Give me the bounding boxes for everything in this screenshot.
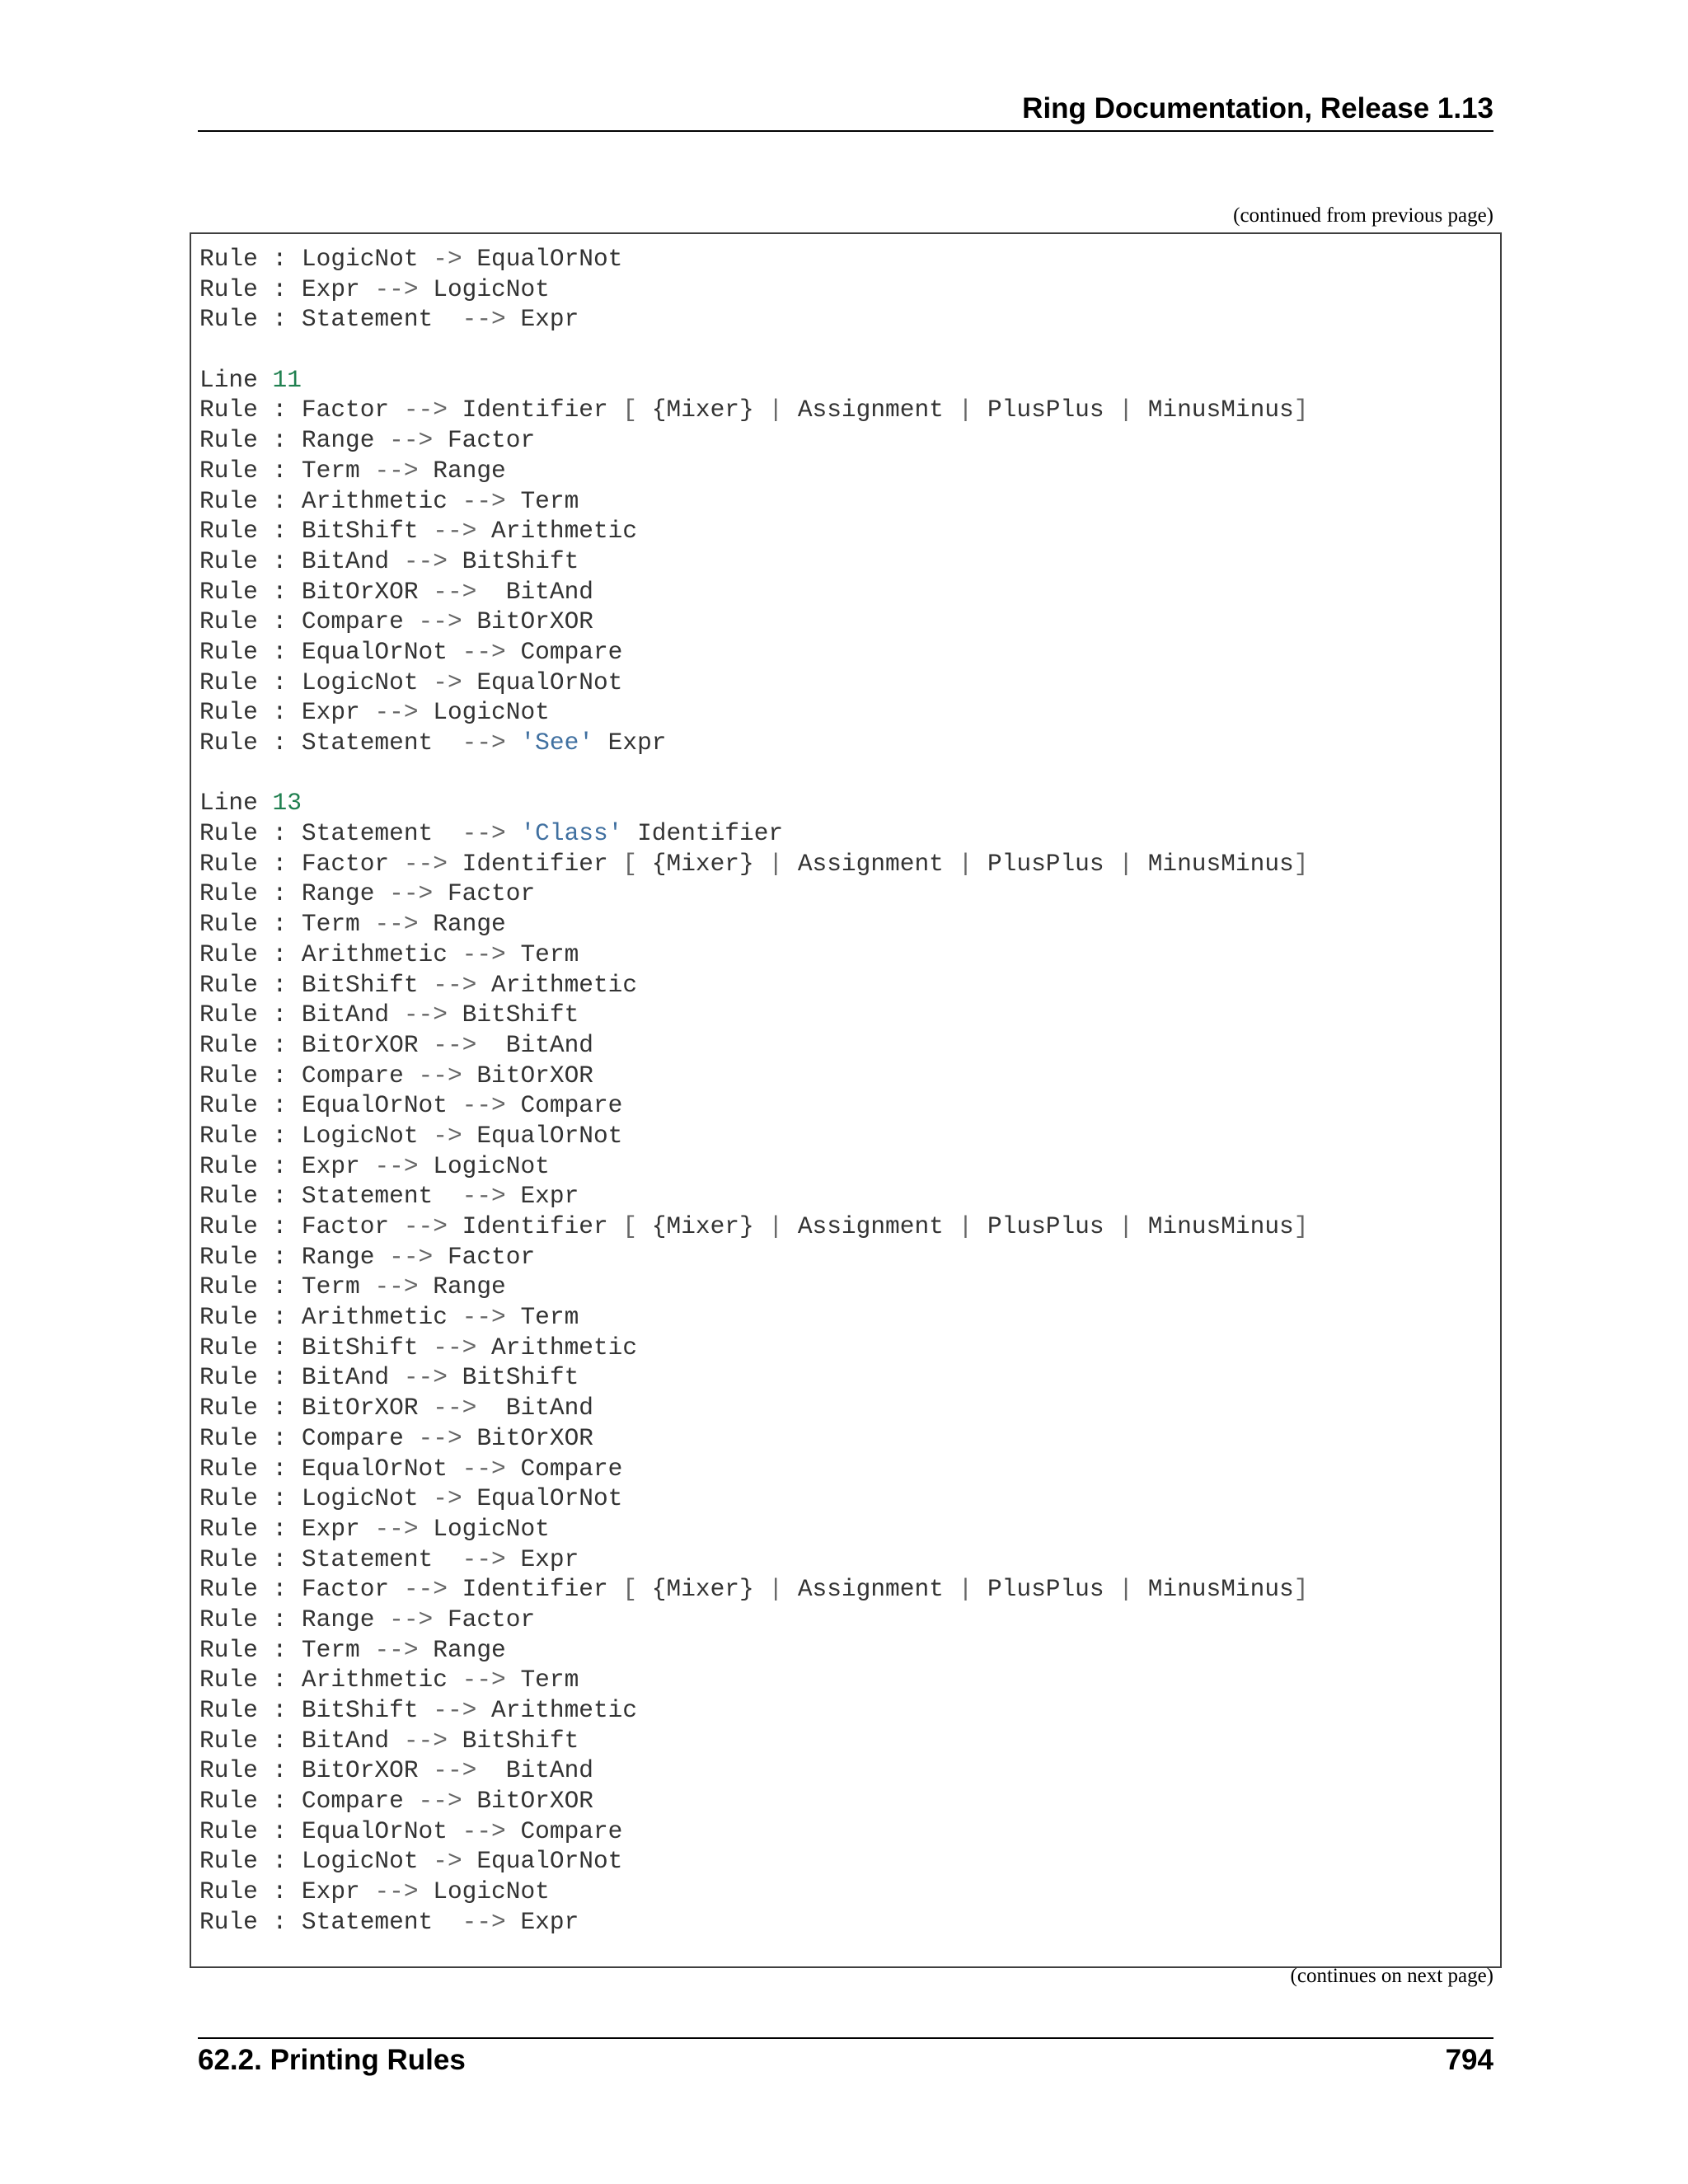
code-line: Rule : Compare --> BitOrXOR [199, 1787, 593, 1816]
code-line: Rule : Expr --> LogicNot [199, 698, 550, 727]
code-line: Rule : Statement --> 'See' Expr [199, 729, 667, 757]
code-line: Rule : LogicNot -> EqualOrNot [199, 1121, 623, 1150]
code-line: Rule : EqualOrNot --> Compare [199, 1816, 623, 1845]
code-line: Rule : Range --> Factor [199, 879, 536, 908]
header-divider [198, 130, 1493, 132]
code-listing [199, 244, 1308, 1938]
code-line: Rule : BitShift --> Arithmetic [199, 970, 638, 999]
code-line: Rule : BitOrXOR --> BitAnd [199, 1394, 593, 1422]
code-line: Rule : Statement --> Expr [199, 305, 579, 334]
code-line: Rule : Arithmetic --> Term [199, 940, 579, 968]
code-line: Rule : Compare --> BitOrXOR [199, 1061, 593, 1090]
code-line: Rule : Expr --> LogicNot [199, 1151, 550, 1180]
code-line: Rule : Factor --> Identifier [ {Mixer} | Assignment | PlusPlus | MinusMinus] [199, 849, 1309, 878]
code-line: Rule : Statement --> Expr [199, 1544, 579, 1573]
code-line: Rule : Term --> Range [199, 910, 506, 939]
code-line: Rule : Term --> Range [199, 456, 506, 485]
code-line: Rule : Compare --> BitOrXOR [199, 607, 593, 636]
code-line: Rule : Expr --> LogicNot [199, 274, 550, 303]
code-line: Rule : BitOrXOR --> BitAnd [199, 1030, 593, 1059]
code-line: Rule : BitAnd --> BitShift [199, 1726, 579, 1755]
code-line: Rule : Expr --> LogicNot [199, 1514, 550, 1543]
code-line: Rule : BitAnd --> BitShift [199, 546, 579, 575]
code-line: Rule : Range --> Factor [199, 426, 536, 455]
code-line: Rule : EqualOrNot --> Compare [199, 1091, 623, 1120]
code-line: Rule : Statement --> 'Class' Identifier [199, 819, 784, 848]
continued-from-note: (continued from previous page) [1233, 204, 1493, 227]
code-line: Rule : Arithmetic --> Term [199, 486, 579, 515]
code-line [199, 758, 1308, 789]
footer-divider [198, 2037, 1493, 2039]
code-line: Line 13 [199, 789, 302, 818]
code-line: Rule : BitOrXOR --> BitAnd [199, 577, 593, 606]
footer-section-title: 62.2. Printing Rules [198, 2044, 466, 2076]
code-line: Rule : LogicNot -> EqualOrNot [199, 1847, 623, 1876]
code-line: Rule : Factor --> Identifier [ {Mixer} | Assignment | PlusPlus | MinusMinus] [199, 396, 1309, 424]
code-line: Rule : Range --> Factor [199, 1242, 536, 1271]
code-line: Rule : BitAnd --> BitShift [199, 1363, 579, 1392]
code-line: Rule : Statement --> Expr [199, 1182, 579, 1211]
code-line: Rule : Range --> Factor [199, 1605, 536, 1633]
code-line: Rule : Term --> Range [199, 1272, 506, 1301]
code-line: Rule : Factor --> Identifier [ {Mixer} | Assignment | PlusPlus | MinusMinus] [199, 1212, 1309, 1240]
code-line: Rule : Arithmetic --> Term [199, 1303, 579, 1332]
code-line: Rule : BitShift --> Arithmetic [199, 1696, 638, 1724]
page-number: 794 [1445, 2044, 1493, 2076]
code-line: Rule : EqualOrNot --> Compare [199, 637, 623, 666]
code-line: Rule : LogicNot -> EqualOrNot [199, 668, 623, 696]
continues-on-note: (continues on next page) [1290, 1965, 1493, 1987]
code-line: Rule : Factor --> Identifier [ {Mixer} | Assignment | PlusPlus | MinusMinus] [199, 1575, 1309, 1604]
running-header-title: Ring Documentation, Release 1.13 [1022, 92, 1493, 124]
code-line: Rule : Term --> Range [199, 1635, 506, 1664]
code-line: Rule : EqualOrNot --> Compare [199, 1454, 623, 1483]
code-line: Rule : LogicNot -> EqualOrNot [199, 245, 623, 273]
code-line: Rule : BitShift --> Arithmetic [199, 517, 638, 546]
code-line: Rule : BitShift --> Arithmetic [199, 1333, 638, 1361]
code-line [199, 335, 1308, 365]
code-line: Rule : BitAnd --> BitShift [199, 1001, 579, 1029]
code-line: Rule : Statement --> Expr [199, 1907, 579, 1936]
code-line: Line 11 [199, 365, 302, 394]
code-block [190, 232, 1502, 1968]
code-line: Rule : BitOrXOR --> BitAnd [199, 1756, 593, 1785]
code-line: Rule : Compare --> BitOrXOR [199, 1423, 593, 1452]
code-line: Rule : LogicNot -> EqualOrNot [199, 1484, 623, 1513]
code-line: Rule : Arithmetic --> Term [199, 1666, 579, 1694]
code-line: Rule : Expr --> LogicNot [199, 1877, 550, 1906]
